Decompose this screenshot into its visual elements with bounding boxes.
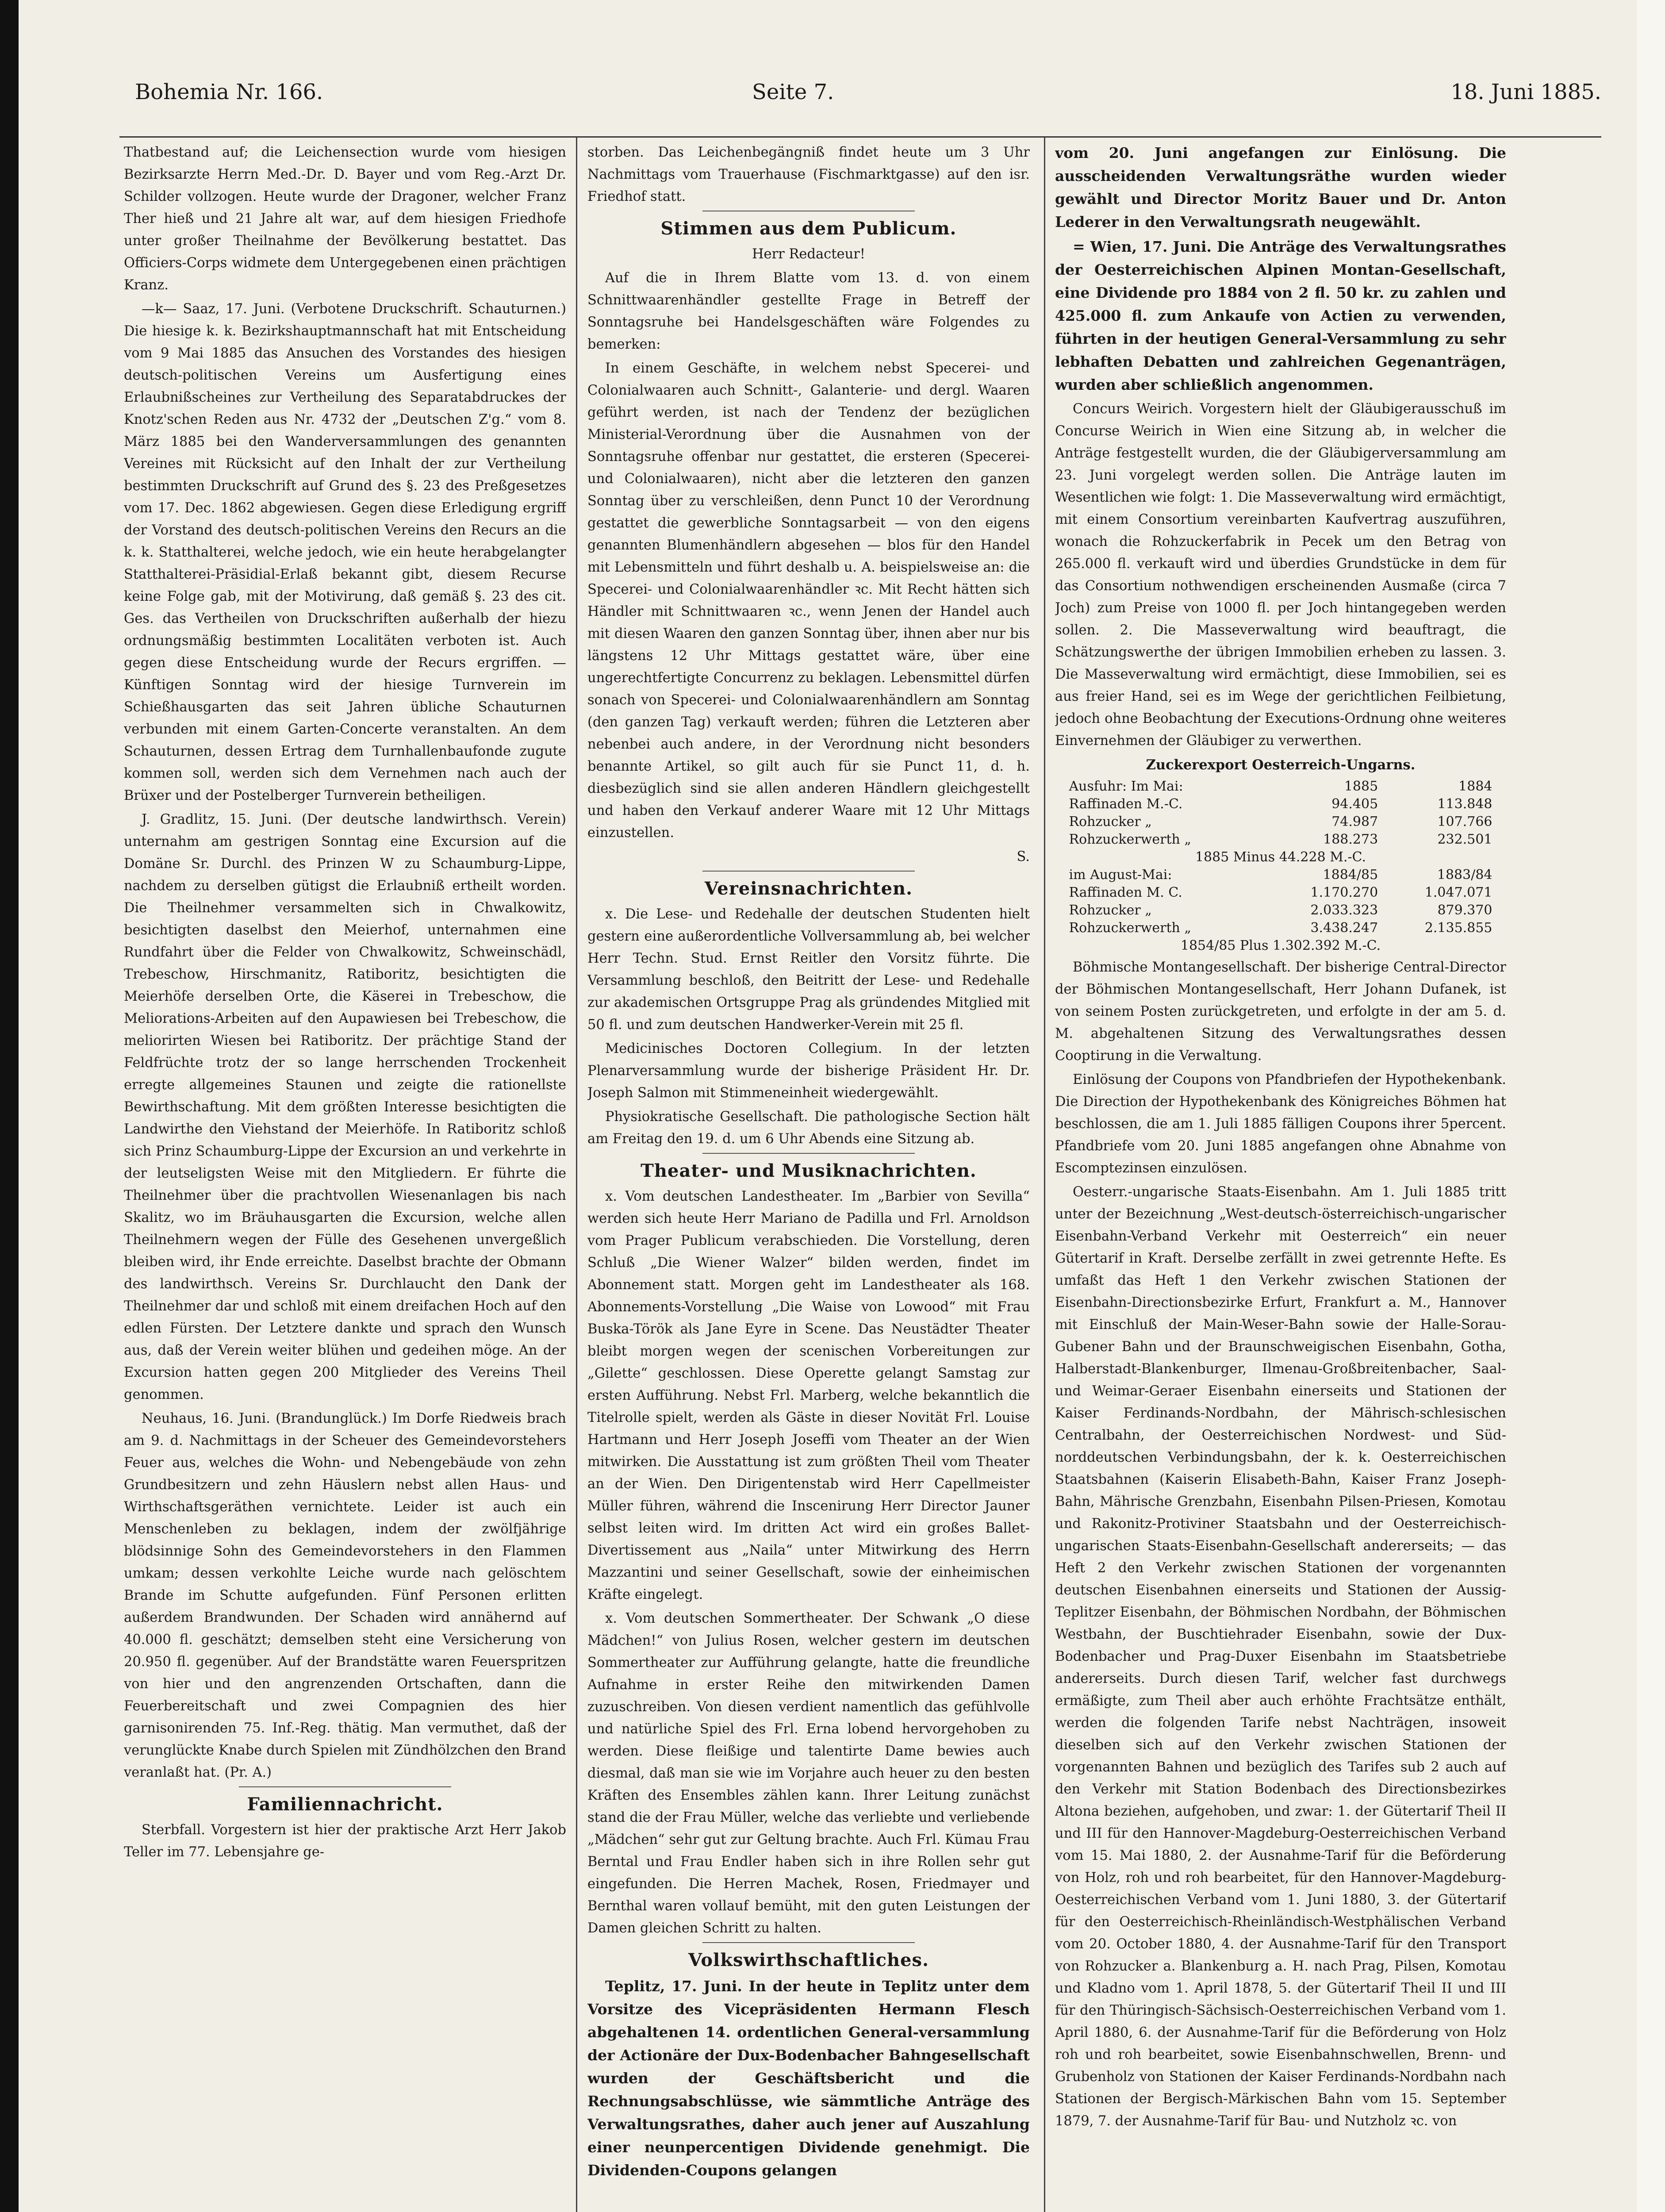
- article-gradlitz: J. Gradlitz, 15. Juni. (Der deutsche landwirthsch. Verein) unternahm am gestrigen Sonntag eine Excursion auf die Domäne Sr. Durchl. des Prinzen W zu Schaumburg-Lippe, nachdem zu derselben gütigst die Erlaubniß ertheilt worden. Die Theilnehmer versammelten sich in Chwalkowitz, besichtigten daselbst den Meierhof, unternahmen eine Rundfahrt über die Felder von Chwalkowitz, Schweinschädl, Trebeschow, Hirschmanitz, Ratiboritz, besichtigten die Meierhöfe derselben Orte, die Käserei in Trebeschow, die Meliorations-Arbeiten auf den Aupawiesen bei Trebeschow, die meliorirten Wiesen bei Ratiboritz. Der prächtige Stand der Feldfrüchte trotz der so lange herrschenden Trockenheit erregte allgemeines Staunen und zeigte die rationellste Bewirthschaftung. Mit dem größten Interesse besichtigten die Landwirthe den Viehstand der Meierhöfe. In Ratiboritz schloß sich Prinz Schaumburg-Lippe der Excursion an und verkehrte in der leutseligsten Weise mit den Mitgliedern. Er führte die Theilnehmer über die prachtvollen Wiesenanlagen bis nach Skalitz, wo im Bräuhausgarten die Excursion, welche allen Theilnehmern wegen der Fülle des Gesehenen unvergeßlich bleiben wird, ihr Ende erreichte. Daselbst brachte der Obmann des landwirthsch. Vereins Sr. Durchlaucht den Dank der Theilnehmer dar und schloß mit einem dreifachen Hoch auf den edlen Fürsten. Der Letztere dankte und sprach den Wunsch aus, daß der Verein weiter blühen und gedeihen möge. An der Excursion hatten gegen 200 Mitglieder des Vereins Theil genommen.: [124, 812, 566, 1402]
- letter-signature: S.: [1017, 849, 1030, 864]
- table-cell: Rohzuckerwerth „: [1069, 832, 1191, 847]
- letter-paragraph: In einem Geschäfte, in welchem nebst Specerei- und Colonialwaaren auch Schnitt-, Galanterie- und dergl. Waaren geführt werden, ist nach der Tendenz der bezüglichen Ministerial-Verordnung über die Ausnahmen von der Sonntagsruhe offenbar nur gestattet, die ersteren (Specerei- und Colonialwaaren), nicht aber die letzteren den ganzen Sonntag über zu verschleißen, denn Punct 10 der Verordnung gestattet die gewerbliche Sonntagsarbeit — von den eigens genannten Blumenhändlern abgesehen — blos für den Handel mit Lebensmitteln und führt deshalb u. A. beispielsweise an: die Specerei- und Colonialwaarenhändler ꝛc. Mit Recht hätten sich Händler mit Schnittwaaren ꝛc., wenn Jenen der Handel auch mit diesen Waaren den ganzen Sonntag über, ihnen aber nur bis längstens 12 Uhr Mittags gestattet wäre, über eine ungerechtfertigte Concurrenz zu beklagen. Lebensmittel dürfen sonach von Specerei- und Colonialwaarenhändlern am Sonntag (den ganzen Tag) verkauft werden; führen die Letzteren aber nebenbei auch andere, in der Verordnung nicht besonders benannte Artikel, so gilt auch für sie Punct 11, d. h. diesbezüglich sind sie allen anderen Händlern gleichgestellt und haben den Verkauf anderer Waare mit 12 Uhr Mittags einzustellen.: [587, 361, 1030, 841]
- article-saaz: —k— Saaz, 17. Juni. (Verbotene Druckschrift. Schauturnen.) Die hiesige k. k. Bezirkshauptmannschaft hat mit Entscheidung vom 9 Mai 1885 das Ansuchen des Vorstandes des hiesigen deutsch-politischen Vereins um Ausfertigung eines Erlaubnißscheines zur Vertheilung des Separatabdruckes der Knotz'schen Reden aus Nr. 4732 der „Deutschen Z'g.“ vom 8. März 1885 bei den Wanderversammlungen des genannten Vereines mit Rücksicht auf den Inhalt der zur Vertheilung bestimmten Druckschrift auf Grund des §. 23 des Preßgesetzes vom 17. Dec. 1862 abgewiesen. Gegen diese Erledigung ergriff der Vorstand des deutsch-politischen Vereins den Recurs an die k. k. Statthalterei, welche jedoch, wie ein heute herabgelangter Statthalterei-Präsidial-Erlaß bekannt gibt, diesem Recurse keine Folge gab, mit der Motivirung, daß gemäß §. 23 des cit. Ges. das Vertheilen von Druckschriften außerhalb der hiezu ordnungsmäßig bestimmten Localitäten verboten ist. Auch gegen diese Entscheidung wurde der Recurs ergriffen. — Künftigen Sonntag wird der hiesige Turnverein im Schießhausgarten das seit Jahren übliche Schauturnen verbunden mit einem Garten-Concerte veranstalten. An dem Schauturnen, dessen Ertrag dem Turnhallenbaufonde zugute kommen soll, werden sich dem Vernehmen nach auch der Brüxer und der Postelberger Turnverein betheiligen.: [124, 301, 566, 803]
- article-teplitz: Teplitz, 17. Juni. In der heute in Teplitz unter dem Vorsitze des Vicepräsidenten Hermann Flesch abgehaltenen 14. ordentlichen General-versammlung der Actionäre der Dux-Bodenbacher Bahngesellschaft wurden der Geschäftsbericht und die Rechnungsabschlüsse, wie sämmtliche Anträge des Verwaltungsrathes, daher auch jener auf Auszahlung einer neunpercentigen Dividende genehmigt. Die Dividenden-Coupons gelangen: [587, 1978, 1030, 2179]
- table-cell: Raffinaden M.-C.: [1069, 796, 1183, 812]
- table-cell: 232.501: [1437, 832, 1492, 847]
- section-heading-public: Stimmen aus dem Publicum.: [660, 218, 957, 239]
- table-cell: 1.170.270: [1310, 885, 1378, 900]
- article-neuhaus: Neuhaus, 16. Juni. (Brandunglück.) Im Dorfe Riedweis brach am 9. d. Nachmittags in der Scheuer des Gemeindevorstehers Feuer aus, welches die Wohn- und Nebengebäude von zehn Grundbesitzern und zehn Häuslern nebst allen Haus- und Wirthschaftsgeräthen vernichtete. Leider ist auch ein Menschenleben zu beklagen, indem der zwölfjährige blödsinnige Sohn des Gemeindevorstehers in den Flammen umkam; dessen verkohlte Leiche wurde nach gelöschtem Brande im Schutte aufgefunden. Fünf Personen erlitten außerdem Brandwunden. Der Schaden wird annähernd auf 40.000 fl. geschätzt; demselben steht eine Versicherung von 20.950 fl. gegenüber. Auf der Brandstätte waren Feuerspritzen von hier und den angrenzenden Ortschaften, dann die Feuerbereitschaft und zwei Compagnien des hier garnisonirenden 75. Inf.-Reg. thätig. Man vermuthet, daß der verunglückte Knabe durch Spielen mit Zündhölzchen den Brand veranlaßt hat. (Pr. A.): [124, 1411, 566, 1780]
- table-cell: Rohzucker „: [1069, 814, 1152, 830]
- table-header-row: [1067, 866, 1495, 884]
- section-heading-verein: Vereinsnachrichten.: [704, 878, 913, 899]
- section-heading-family: Familiennachricht.: [247, 1794, 443, 1815]
- table-row: [1067, 937, 1495, 955]
- salutation: Herr Redacteur!: [752, 246, 866, 262]
- column-1: [124, 142, 566, 2212]
- table-header-cell: 1884/85: [1323, 867, 1378, 883]
- section-heading-theater: Theater- und Musiknachrichten.: [641, 1160, 977, 1181]
- table-header-cell: im August-Mai:: [1069, 867, 1172, 883]
- scan-edge-left: [0, 0, 19, 2212]
- table-cell: Raffinaden M. C.: [1069, 885, 1182, 900]
- article-paragraph: Thatbestand auf; die Leichensection wurde vom hiesigen Bezirksarzte Herrn Med.-Dr. D. Bayer und vom Reg.-Arzt Dr. Schilder vollzogen. Heute wurde der Dragoner, welcher Franz Ther hieß und 21 Jahre alt war, auf dem hiesigen Friedhofe unter großer Theilnahme der Bevölkerung bestattet. Das Officiers-Corps widmete dem Untergegebenen einen prächtigen Kranz.: [124, 145, 566, 293]
- table-row: [1067, 849, 1495, 866]
- article-hypothekenbank: Einlösung der Coupons von Pfandbriefen der Hypothekenbank. Die Direction der Hypothekenbank des Königreiches Böhmen hat beschlossen, die am 1. Juli 1885 fälligen Coupons ihrer 5percent. Pfandbriefe vom 20. Juni 1885 angefangen ohne Abnahme von Escomptezinsen einzulösen.: [1055, 1072, 1506, 1176]
- separator: [702, 1942, 915, 1943]
- article-doctoren: Medicinisches Doctoren Collegium. In der letzten Plenarversammlung wurde der bisherige Präsident Hr. Dr. Joseph Salmon mit Stimmeneinheit wiedergewählt.: [587, 1041, 1030, 1101]
- column-2: [587, 142, 1030, 2212]
- table-cell: 188.273: [1323, 832, 1378, 847]
- columns: [119, 142, 1601, 2212]
- article-sterbfall: Sterbfall. Vorgestern ist hier der praktische Arzt Herr Jakob Teller im 77. Lebensjahre ge-: [124, 1822, 566, 1860]
- masthead: [119, 66, 1601, 115]
- separator: [702, 1153, 915, 1154]
- letter-paragraph: Auf die in Ihrem Blatte vom 13. d. von einem Schnittwaarenhändler gestellte Frage in Betreff der Sonntagsruhe bei Handelsgeschäften wäre Folgendes zu bemerken:: [587, 270, 1030, 352]
- table-header-row: [1067, 778, 1495, 795]
- separator: [239, 1786, 451, 1787]
- article-paragraph: storben. Das Leichenbegängniß findet heute um 3 Uhr Nachmittags vom Trauerhause (Fischmarktgasse) auf den isr. Friedhof statt.: [587, 145, 1030, 204]
- table-cell: Rohzucker „: [1069, 902, 1152, 918]
- article-montan: Böhmische Montangesellschaft. Der bisherige Central-Director der Böhmischen Montangesellschaft, Herr Johann Dufanek, ist von seinem Posten zurückgetreten, und erfolgte in der am 5. d. M. abgehaltenen Sitzung des Verwaltungsrathes dessen Cooptirung in die Verwaltung.: [1055, 960, 1506, 1064]
- article-concurs: Concurs Weirich. Vorgestern hielt der Gläubigerausschuß im Concurse Weirich in Wien eine Sitzung ab, in welcher die Anträge festgestellt wurden, die der Gläubigerversammlung am 23. Juni vorgelegt werden sollen. Die Anträge lauten im Wesentlichen wie folgt: 1. Die Masseverwaltung wird ermächtigt, mit einem Consortium vereinbarten Kaufvertrag auszuführen, wonach die Rohzuckerfabrik in Pecek um den Betrag von 265.000 fl. verkauft wird und überdies Grundstücke in dem für das Consortium nothwendigen erscheinenden Ausmaße (circa 7 Joch) zum Preise von 1000 fl. per Joch hintangegeben werden sollen. 2. Die Masseverwaltung wird beauftragt, die Schätzungswerthe der übrigen Immobilien erheben zu lassen. 3. Die Masseverwaltung wird ermächtigt, diese Immobilien, sei es aus freier Hand, sei es im Wege der gerichtlichen Feilbietung, jedoch ohne Beobachtung der Executions-Ordnung ohne weiteres Einvernehmen der Gläubiger zu verwerthen.: [1055, 401, 1506, 749]
- article-lesehalle: x. Die Lese- und Redehalle der deutschen Studenten hielt gestern eine außerordentliche Vollversammlung ab, bei welcher Herr Techn. Stud. Ernst Reitler den Vorsitz führte. Die Versammlung beschloß, den Beitritt der Lese- und Redehalle zur akademischen Ortsgruppe Prag als gründendes Mitglied mit 50 fl. und zum deutschen Handwerker-Verein mit 25 fl.: [587, 906, 1030, 1033]
- table-row: [1067, 831, 1495, 849]
- table-row: [1067, 919, 1495, 937]
- table-row: [1067, 884, 1495, 902]
- masthead-rule: [119, 136, 1601, 138]
- column-3: [1055, 142, 1506, 2212]
- table-cell: 2.033.323: [1310, 902, 1378, 918]
- table-cell: 113.848: [1437, 796, 1492, 812]
- article-paragraph: vom 20. Juni angefangen zur Einlösung. Die ausscheidenden Verwaltungsräthe wurden wieder gewählt und Director Moritz Bauer und Dr. Anton Lederer in den Verwaltungsrath neugewählt.: [1055, 144, 1506, 230]
- scan-edge-right: [1637, 0, 1665, 2212]
- article-landestheater: x. Vom deutschen Landestheater. Im „Barbier von Sevilla“ werden sich heute Herr Mariano de Padilla und Frl. Arnoldson vom Prager Publicum verabschieden. Die Vorstellung, deren Schluß „Die Wiener Walzer“ bilden werden, findet im Abonnement statt. Morgen geht im Landestheater als 168. Abonnements-Vorstellung „Die Waise von Lowood“ mit Frau Buska-Török als Jane Eyre in Scene. Das Neustädter Theater bleibt morgen wegen der scenischen Vorbereitungen zur „Gilette“ geschlossen. Diese Operette gelangt Samstag zur ersten Aufführung. Nebst Frl. Marberg, welche bekanntlich die Titelrolle spielt, werden als Gäste in dieser Novität Frl. Louise Hartmann und Herr Joseph Joseffi vom Theater an der Wien mitwirken. Die Ausstattung ist zum größten Theil vom Theater an der Wien. Den Dirigentenstab wird Herr Capellmeister Müller führen, während die Inscenirung Herr Director Jauner selbst leiten wird. Im dritten Act wird ein großes Ballet-Divertissement aus „Naila“ unter Mitwirkung des Herrn Mazzantini und seiner Gesellschaft, sowie der einheimischen Kräfte eingelegt.: [587, 1189, 1030, 1602]
- article-physiokratische: Physiokratische Gesellschaft. Die pathologische Section hält am Freitag den 19. d. um 6 Uhr Abends eine Sitzung ab.: [587, 1109, 1030, 1147]
- table-cell: 107.766: [1437, 814, 1492, 830]
- table-cell: 879.370: [1437, 902, 1492, 918]
- table-row: [1067, 813, 1495, 831]
- article-sommertheater: x. Vom deutschen Sommertheater. Der Schwank „O diese Mädchen!“ von Julius Rosen, welcher gestern im deutschen Sommertheater zur Aufführung gelangte, hatte die freundliche Aufnahme in erster Reihe den mitwirkenden Damen zuzuschreiben. Von diesen verdient namentlich das gefühlvolle und natürliche Spiel des Frl. Erna lobend hervorgehoben zu werden. Diese fleißige und talentirte Dame bewies auch diesmal, daß man sie wie im Vorjahre auch heuer zu den besten Kräften des Ensembles zählen kann. Ihrer Leitung zunächst stand die der Frau Müller, welche das verliebte und verliebende „Mädchen“ sehr gut zur Geltung brachte. Auch Frl. Kümau Frau Berntal und Frau Endler haben sich in ihre Rollen sehr gut eingefunden. Die Herren Machek, Rosen, Friedmayer und Bernthal waren vollauf bemüht, mit den guten Leistungen der Damen gleichen Schritt zu halten.: [587, 1611, 1030, 1936]
- table-diff: 1885 Minus 44.228 M.-C.: [1195, 849, 1366, 865]
- table-cell: 94.405: [1331, 796, 1378, 812]
- masthead-title: Bohemia Nr. 166.: [135, 80, 323, 104]
- table-title: Zuckerexport Oesterreich-Ungarns.: [1146, 757, 1416, 773]
- table-cell: 3.438.247: [1310, 920, 1378, 936]
- table-row: [1067, 902, 1495, 919]
- table-header-cell: Ausfuhr: Im Mai:: [1069, 779, 1183, 794]
- table-cell: 2.135.855: [1424, 920, 1492, 936]
- table-row: [1067, 795, 1495, 813]
- table-cell: 74.987: [1331, 814, 1378, 830]
- table-header-cell: 1885: [1344, 779, 1378, 794]
- article-staatsbahn: Oesterr.-ungarische Staats-Eisenbahn. Am 1. Juli 1885 tritt unter der Bezeichnung „West-deutsch-österreichisch-ungarischer Eisenbahn-Verband Verkehr mit Oesterreich“ ein neuer Gütertarif in Kraft. Derselbe zerfällt in zwei getrennte Hefte. Es umfaßt das Heft 1 den Verkehr zwischen Stationen der Eisenbahn-Directionsbezirke Erfurt, Frankfurt a. M., Hannover mit Einschluß der Main-Weser-Bahn sowie der Halle-Sorau-Gubener Bahn und der Braunschweigischen Eisenbahn, Gotha, Halberstadt-Blankenburger, Ilmenau-Großbreitenbacher, Saal- und Weimar-Geraer Eisenbahn einerseits und Stationen der Kaiser Ferdinands-Nordbahn, der Mährisch-schlesischen Centralbahn, der Oesterreichischen Nordwest- und Süd-norddeutschen Verbindungsbahn, der k. k. Oesterreichischen Staatsbahnen (Kaiserin Elisabeth-Bahn, Kaiser Franz Joseph-Bahn, Mährische Grenzbahn, Eisenbahn Pilsen-Priesen, Komotau und Rakonitz-Protiviner Staatsbahn und der Oesterreichisch-ungarischen Staats-Eisenbahn-Gesellschaft andererseits; — das Heft 2 den Verkehr zwischen Stationen der vorgenannten deutschen Eisenbahnen einerseits und Stationen der Aussig-Teplitzer Eisenbahn, der Böhmischen Nordbahn, der Böhmischen Westbahn, der Buschtiehrader Eisenbahn, sowie der Dux-Bodenbacher und Prag-Duxer Eisenbahn im Staatsbetriebe andererseits. Durch diesen Tarif, welcher fast durchwegs ermäßigte, zum Theil aber auch erhöhte Frachtsätze enthält, werden die folgenden Tarife nebst Nachträgen, insoweit dieselben sich auf den Verkehr zwischen Stationen der vorgenannten Bahnen und bezüglich des Tarifes sub 2 auch auf den Verkehr mit Station Bodenbach des Directionsbezirkes Altona beziehen, aufgehoben, und zwar: 1. der Gütertarif Theil II und III für den Hannover-Magdeburg-Oesterreichischen Verband vom 15. Mai 1880, 2. der Ausnahme-Tarif für die Beförderung von Holz, roh und roh bearbeitet, für den Hannover-Magdeburg-Oesterreichischen Verband vom 1. Juni 1880, 3. der Gütertarif für den Oesterreichisch-Rheinländisch-Westphälischen Verband vom 20. October 1880, 4. der Ausnahme-Tarif für den Transport von Rohzucker a. Blankenburg a. H. nach Prag, Pilsen, Komotau und Kladno vom 1. April 1878, 5. der Gütertarif Theil II und III für den Thüringisch-Sächsisch-Oesterreichischen Verband vom 1. April 1880, 6. der Ausnahme-Tarif für die Beförderung von Holz roh und roh bearbeitet, sowie Eisenbahnschwellen, Brenn- und Grubenholz von Stationen der Kaiser Ferdinands-Nordbahn nach Stationen der Bergisch-Märkischen Bahn vom 15. September 1879, 7. der Ausnahme-Tarif für Bau- und Nutzholz ꝛc. von: [1055, 1184, 1506, 2129]
- newspaper-page: [119, 66, 1601, 2179]
- masthead-date: 18. Juni 1885.: [1450, 80, 1601, 104]
- sugar-table-may: [1067, 778, 1495, 955]
- article-wien: = Wien, 17. Juni. Die Anträge des Verwaltungsrathes der Oesterreichischen Alpinen Montan-Gesellschaft, eine Dividende pro 1884 von 2 fl. 50 kr. zu zahlen und 425.000 fl. zum Ankaufe von Actien zu verwenden, führten in der heutigen General-Versammlung zu sehr lebhaften Debatten und zahlreichen Gegenanträgen, wurden aber schließlich angenommen.: [1055, 238, 1506, 393]
- section-heading-economy: Volkswirthschaftliches.: [688, 1950, 929, 1970]
- table-cell: Rohzuckerwerth „: [1069, 920, 1191, 936]
- table-diff: 1854/85 Plus 1.302.392 M.-C.: [1180, 938, 1381, 953]
- table-header-cell: 1883/84: [1437, 867, 1492, 883]
- table-cell: 1.047.071: [1424, 885, 1492, 900]
- masthead-page: Seite 7.: [752, 80, 834, 104]
- table-header-cell: 1884: [1458, 779, 1492, 794]
- separator: [702, 871, 915, 872]
